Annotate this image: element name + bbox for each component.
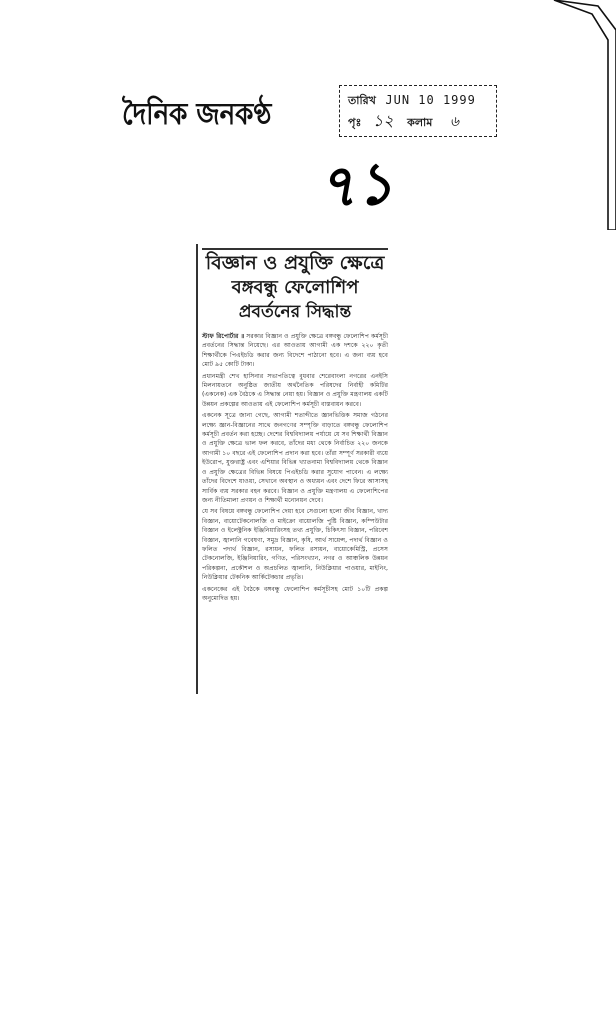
stamp-page-row xyxy=(348,111,488,133)
stamp-column-label: কলাম xyxy=(407,116,433,129)
headline-line-2: বঙ্গবন্ধু ফেলোশিপ xyxy=(231,277,359,298)
article-paragraph: একনেক সূত্রে জানা গেছে, আগামী শতাব্দীতে জ্ঞানভিত্তিক সমাজ গঠনের লক্ষ্যে জ্ঞান-বিজ্ঞানের সাথে জনগণের সম্পৃক্তি বাড়াতে বঙ্গবন্ধু ফেলোশিপ কর্মসূচী প্রবর্তন করা হচ্ছে। দেশের বিশ্ববিদ্যালয় পর্যায়ে যে সব শিক্ষার্থী বিজ্ঞান ও প্রযুক্তি ক্ষেত্রে ভাল ফল করবে, তাঁদের মধ্য থেকে নির্বাচিত ২২০ জনকে আগামী ১০ বছরে এই ফেলোশিপ প্রদান করা হবে। তাঁরা সম্পূর্ণ সরকারী ব্যয়ে ইউরোপ, যুক্তরাষ্ট্র এবং এশিয়ার বিভিন্ন খ্যাতনামা বিশ্ববিদ্যালয় থেকে বিজ্ঞান ও প্রযুক্তি ক্ষেত্রের বিভিন্ন বিষয়ে পিএইচডি করার সুযোগ পাবেন। এ লক্ষ্যে তাঁদের বিদেশে যাওয়া, সেখানে অবস্থান ও অধ্যয়ন এবং দেশে ফিরে আসাসহ সার্বিক ব্যয় সরকার বহন করবে। বিজ্ঞান ও প্রযুক্তি মন্ত্রণালয় এ ফেলোশিপের জন্য নীতিমালা প্রণয়ন ও শিক্ষার্থী মনোনয়ন দেবে। xyxy=(202,412,388,504)
newspaper-clipping xyxy=(196,244,392,694)
stamp-page-label: পৃঃ xyxy=(348,116,362,129)
article-paragraph: প্রধানমন্ত্রী শেখ হাসিনার সভাপতিত্বে বুধবার শেরেবাংলা নগরের এনইসি মিলনায়তনে অনুষ্ঠিত জাতীয় অর্থনৈতিক পরিষদের নির্বাহী কমিটির (একনেক) এক বৈঠকে এ সিদ্ধান্ত নেয়া হয়। বিজ্ঞান ও প্রযুক্তি মন্ত্রণালয় একটি উন্নয়ন প্রকল্পের আওতায় এই ফেলোশিপ কর্মসূচী বাস্তবায়ন করবে। xyxy=(202,372,388,408)
stamp-date-label: তারিখ xyxy=(348,94,376,107)
headline-line-3: প্রবর্তনের সিদ্ধান্ত xyxy=(238,302,352,322)
handwritten-number: ৭১ xyxy=(315,148,396,222)
article-byline: স্টাফ রিপোর্টার ॥ xyxy=(202,333,245,340)
stamp-date-row xyxy=(348,90,488,111)
article-paragraph-text: সরকার বিজ্ঞান ও প্রযুক্তি ক্ষেত্রে বঙ্গবন্ধু ফেলোশিপ কর্মসূচী প্রবর্তনের সিদ্ধান্ত নিয়েছে। এর আওতায় আগামী এক দশকে ২২০ কৃতী শিক্ষার্থীকে পিএইচডি করার জন্য বিদেশে পাঠানো হবে। এ জন্য ব্যয় হবে মোট ৯৫ কোটি টাকা। xyxy=(202,333,389,369)
date-stamp xyxy=(339,85,497,137)
article-paragraph xyxy=(202,332,388,370)
newspaper-masthead: দৈনিক জনকণ্ঠ xyxy=(122,97,272,133)
stamp-page-value: ১২ xyxy=(372,111,394,130)
article-paragraph: একনেকের এই বৈঠকে বঙ্গবন্ধু ফেলোশিপ কর্মসূচীসহ মোট ১০টি প্রকল্প অনুমোদিত হয়। xyxy=(202,585,388,602)
article-paragraph: যে সব বিষয়ে বঙ্গবন্ধু ফেলোশিপ দেয়া হবে সেগুলো হলো জীব বিজ্ঞান, খাদ্য বিজ্ঞান, বায়োটেকনোলজি ও মাইক্রো বায়োলজি পুষ্টি বিজ্ঞান, কম্পিউটার বিজ্ঞান ও ইলেক্ট্রনিক ইঞ্জিনিয়ারিংসহ তথ্য প্রযুক্তি, চিকিৎসা বিজ্ঞান, পরিবেশ বিজ্ঞান, জ্বালানি গবেষণা, সমুদ্র বিজ্ঞান, কৃষি, আর্থ সায়েন্স, পদার্থ বিজ্ঞান ও ফলিত পদার্থ বিজ্ঞান, রসায়ন, ফলিত রসায়ন, বায়োকেমিস্ট্রি, প্রসেস টেকনোলজি, ইঞ্জিনিয়ারিং, গণিত, পরিসংখ্যান, নগর ও আঞ্চলিক উন্নয়ন পরিকল্পনা, প্রকৌশল ও অপ্রচলিত জ্বালানি, নিউক্লিয়ার পাওয়ার, মাইনিং, নিউক্লিয়ার টেকনিক আর্কিটেকচার প্রভৃতি। xyxy=(202,508,388,582)
stamp-column-value: ৬ xyxy=(449,114,459,130)
stamp-date-value: JUN 10 1999 xyxy=(385,93,476,107)
page-corner-fold xyxy=(546,0,616,230)
article-headline xyxy=(202,248,388,324)
headline-line-1: বিজ্ঞান ও প্রযুক্তি ক্ষেত্রে xyxy=(205,252,385,274)
